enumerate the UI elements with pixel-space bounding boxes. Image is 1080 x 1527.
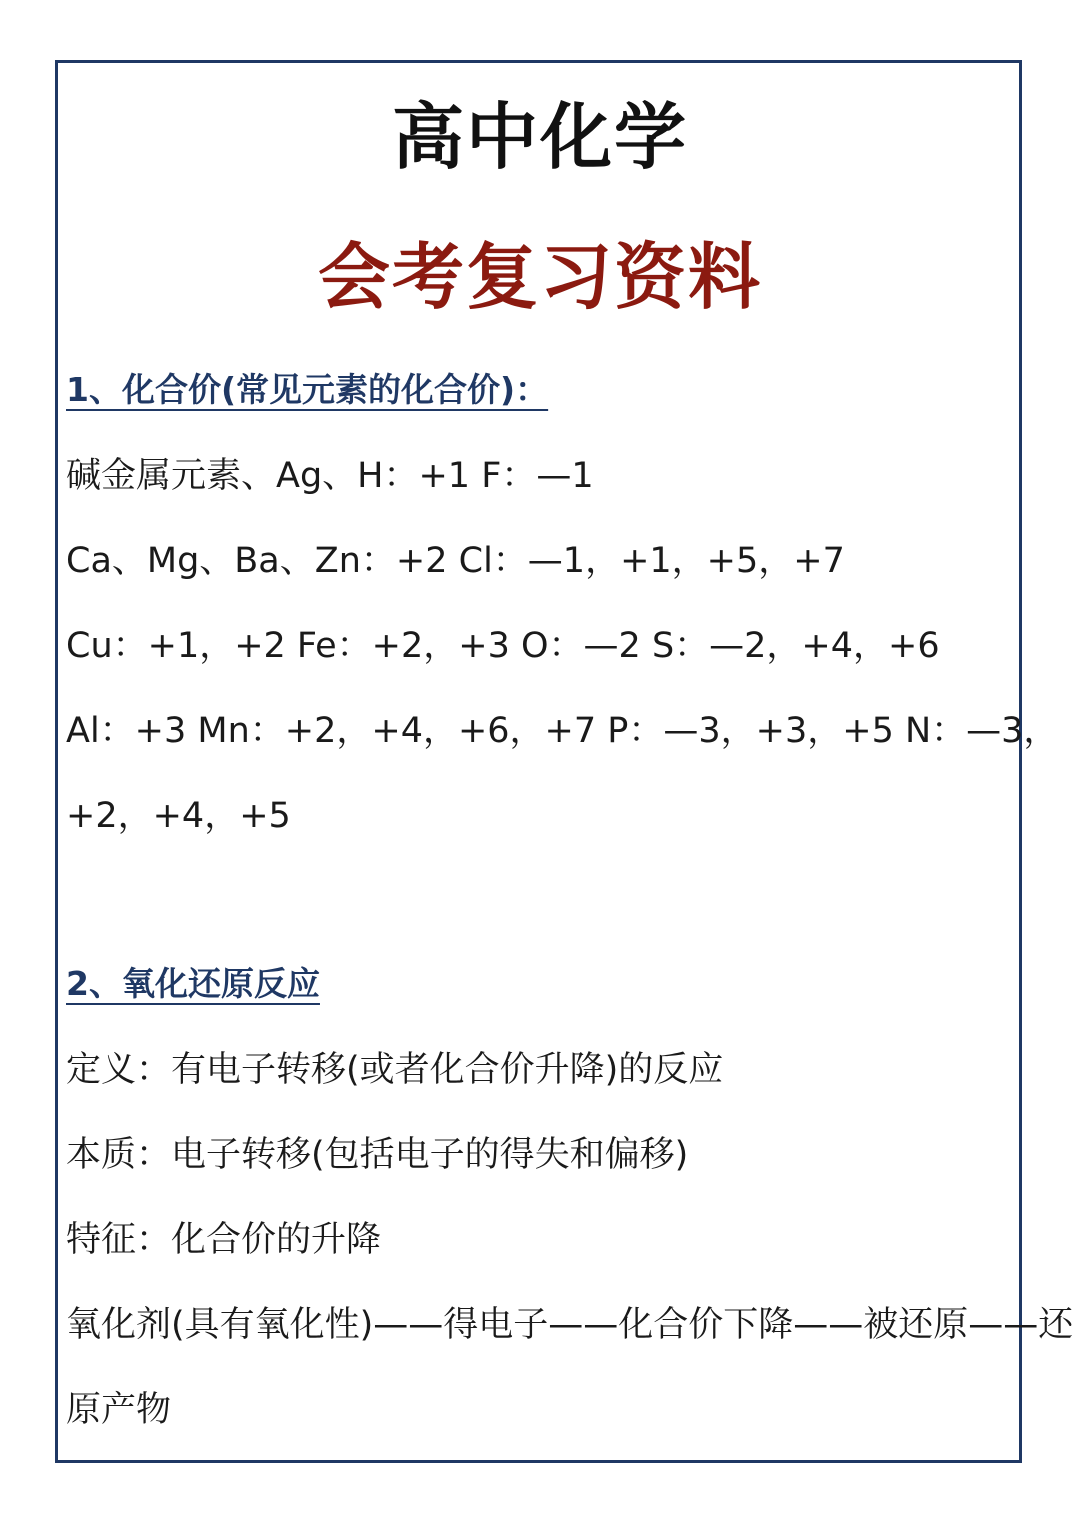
document-subtitle: 会考复习资料: [317, 235, 762, 319]
redox-line: 本质：电子转移(包括电子的得失和偏移): [66, 1135, 689, 1175]
section-heading-valence: 1、化合价(常见元素的化合价)：: [66, 370, 549, 409]
valence-line: Cu：+1，+2 Fe：+2，+3 O：—2 S：—2，+4，+6: [66, 626, 940, 666]
valence-line: +2，+4，+5: [66, 796, 291, 836]
redox-line: 氧化剂(具有氧化性)——得电子——化合价下降——被还原——还: [66, 1305, 1074, 1345]
redox-line: 原产物: [66, 1390, 172, 1430]
document-title: 高中化学: [391, 95, 688, 179]
valence-line: Al：+3 Mn：+2，+4，+6，+7 P：—3，+3，+5 N：—3，: [66, 711, 1059, 751]
section-heading-redox: 2、氧化还原反应: [66, 964, 320, 1003]
redox-line: 特征：化合价的升降: [66, 1220, 382, 1260]
valence-line: Ca、Mg、Ba、Zn：+2 Cl：—1，+1，+5，+7: [66, 541, 845, 581]
redox-line: 定义：有电子转移(或者化合价升降)的反应: [66, 1050, 724, 1090]
valence-line: 碱金属元素、Ag、H：+1 F：—1: [66, 456, 594, 496]
